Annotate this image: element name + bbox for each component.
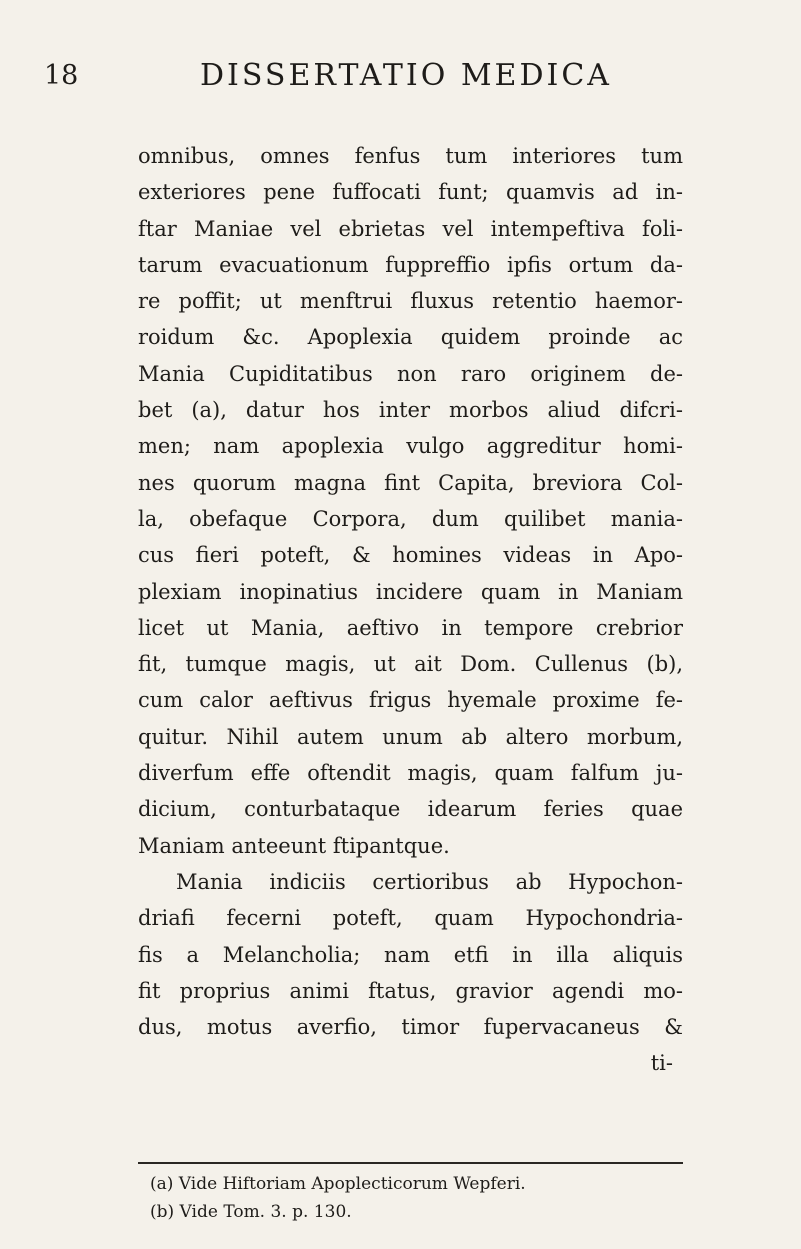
text-line: driafi fecerni poteft, quam Hypochondria- [138,906,683,931]
text-line: roidum &c. Apoplexia quidem proinde ac [138,325,683,350]
text-line: dicium, conturbataque idearum feries quae [138,797,683,822]
text-line: Maniam anteeunt ftipantque. [138,833,450,858]
text-line: cum calor aeftivus frigus hyemale proxime fe- [138,688,683,713]
text-line: fit proprius animi ftatus, gravior agendi mo- [138,978,683,1003]
text-line: Mania indiciis certioribus ab Hypochon- [176,869,683,894]
text-line: diverfum effe oftendit magis, quam falfum ju- [138,761,683,786]
text-line: ftar Maniae vel ebrietas vel intempeftiva foli- [138,216,683,241]
text-line: omnibus, omnes fenfus tum interiores tum [138,144,683,168]
catchword: ti- [650,1051,673,1076]
text-line: la, obefaque Corpora, dum quilibet mania- [138,506,683,531]
body-text [138,138,683,1082]
running-title: DISSERTATIO MEDICA [200,58,612,93]
footnotes [150,1170,670,1226]
text-line: exteriores pene fuffocati funt; quamvis ad in- [138,180,683,205]
text-line: licet ut Mania, aeftivo in tempore crebrior [138,615,683,640]
text-line: nes quorum magna fint Capita, breviora Col- [138,470,683,495]
text-line: cus fieri poteft, & homines videas in Apo- [138,543,683,568]
page-header [44,58,744,98]
text-line: quitur. Nihil autem unum ab altero morbum, [138,724,683,749]
text-line: bet (a), datur hos inter morbos aliud difcri- [138,398,683,423]
text-line: re poffit; ut menftrui fluxus retentio haemor- [138,289,683,314]
text-line: dus, motus averfio, timor fupervacaneus & [138,1015,683,1040]
text-line: men; nam apoplexia vulgo aggreditur homi- [138,434,683,459]
text-line: fis a Melancholia; nam etfi in illa aliquis [138,942,683,967]
text-line: plexiam inopinatius incidere quam in Maniam [138,579,683,604]
footnote-rule [138,1162,683,1164]
footnote-a: (a) Vide Hiftoriam Apoplecticorum Wepferi. [150,1174,526,1194]
text-line: fit, tumque magis, ut ait Dom. Cullenus (b), [138,652,683,677]
footnote-b: (b) Vide Tom. 3. p. 130. [150,1202,352,1222]
text-line: tarum evacuationum fuppreffio ipfis ortum da- [138,252,683,277]
page-number: 18 [44,60,79,91]
text-line: Mania Cupiditatibus non raro originem de- [138,361,683,386]
